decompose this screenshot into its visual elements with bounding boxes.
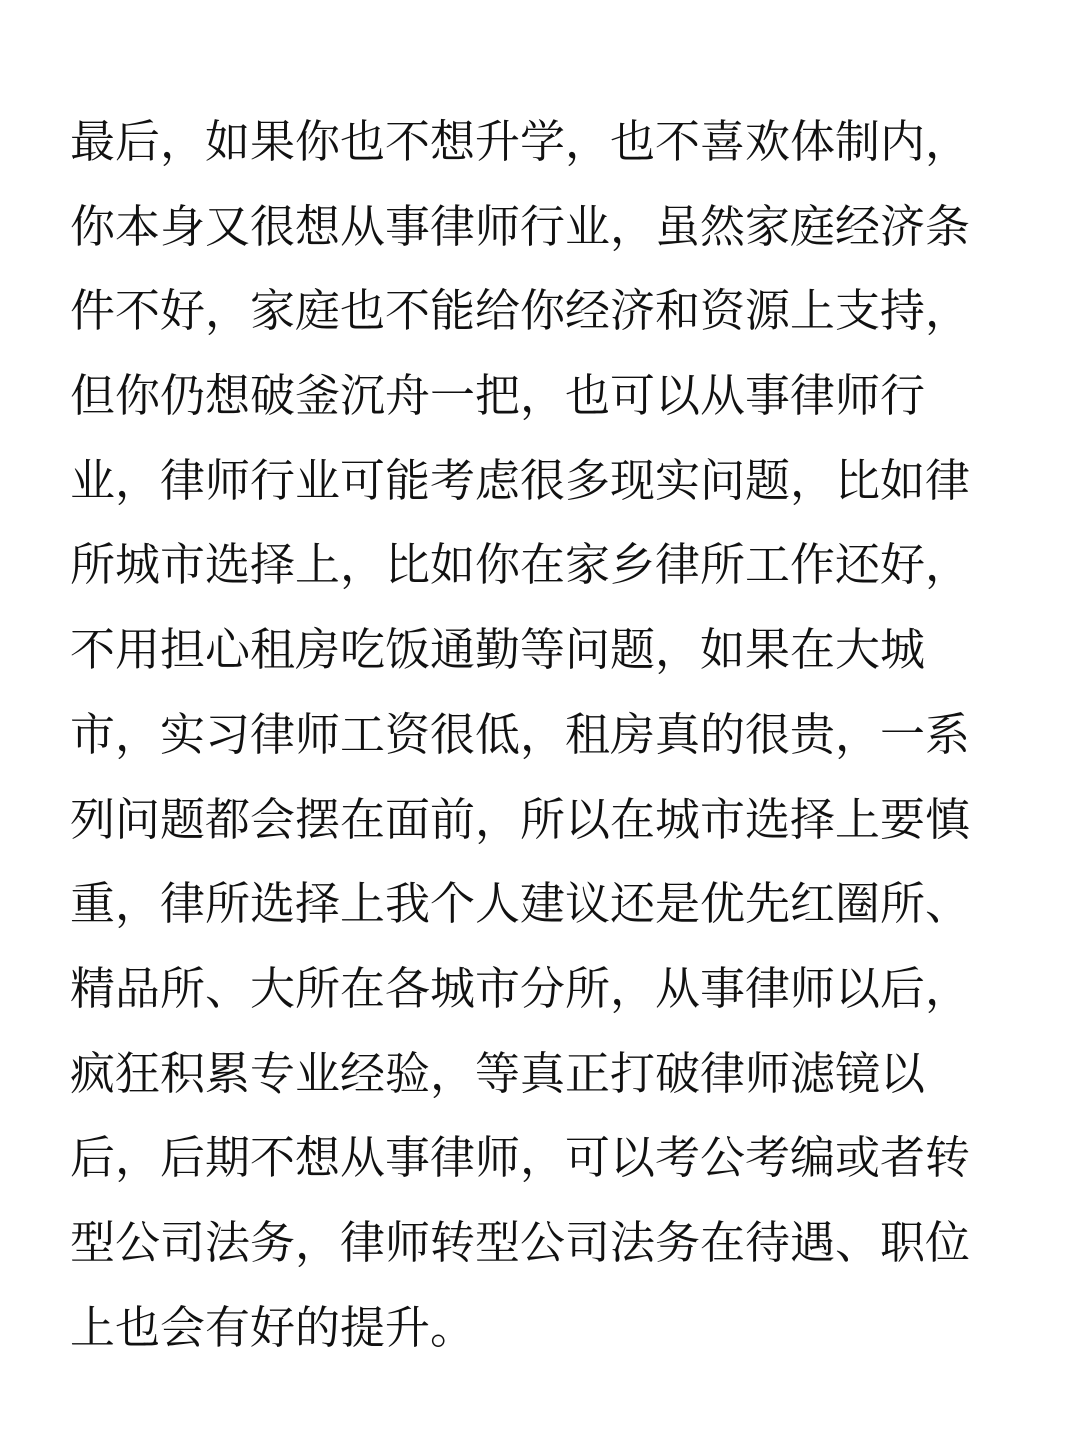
text-line: 上也会有好的提升。 <box>70 1300 476 1354</box>
text-line: 后，后期不想从事律师，可以考公考编或者转 <box>70 1131 971 1185</box>
text-line: 你本身又很想从事律师行业，虽然家庭经济条 <box>70 199 971 253</box>
text-line: 业，律师行业可能考虑很多现实问题，比如律 <box>70 453 971 507</box>
text-line: 精品所、大所在各城市分所，从事律师以后， <box>70 961 971 1015</box>
text-line: 最后，如果你也不想升学，也不喜欢体制内， <box>70 115 971 168</box>
text-line: 列问题都会摆在面前，所以在城市选择上要慎 <box>70 792 971 846</box>
text-line: 市，实习律师工资很低，租房真的很贵，一系 <box>70 707 971 761</box>
text-line: 型公司法务，律师转型公司法务在待遇、职位 <box>70 1215 971 1269</box>
text-line: 疯狂积累专业经验，等真正打破律师滤镜以 <box>70 1046 926 1100</box>
text-line: 不用担心租房吃饭通勤等问题，如果在大城 <box>70 623 926 677</box>
body-text <box>70 100 1030 1370</box>
text-line: 所城市选择上，比如你在家乡律所工作还好， <box>70 538 971 592</box>
text-line: 件不好，家庭也不能给你经济和资源上支持， <box>70 284 971 338</box>
text-line: 重，律所选择上我个人建议还是优先红圈所、 <box>70 877 971 931</box>
text-line: 但你仍想破釜沉舟一把，也可以从事律师行 <box>70 369 926 423</box>
